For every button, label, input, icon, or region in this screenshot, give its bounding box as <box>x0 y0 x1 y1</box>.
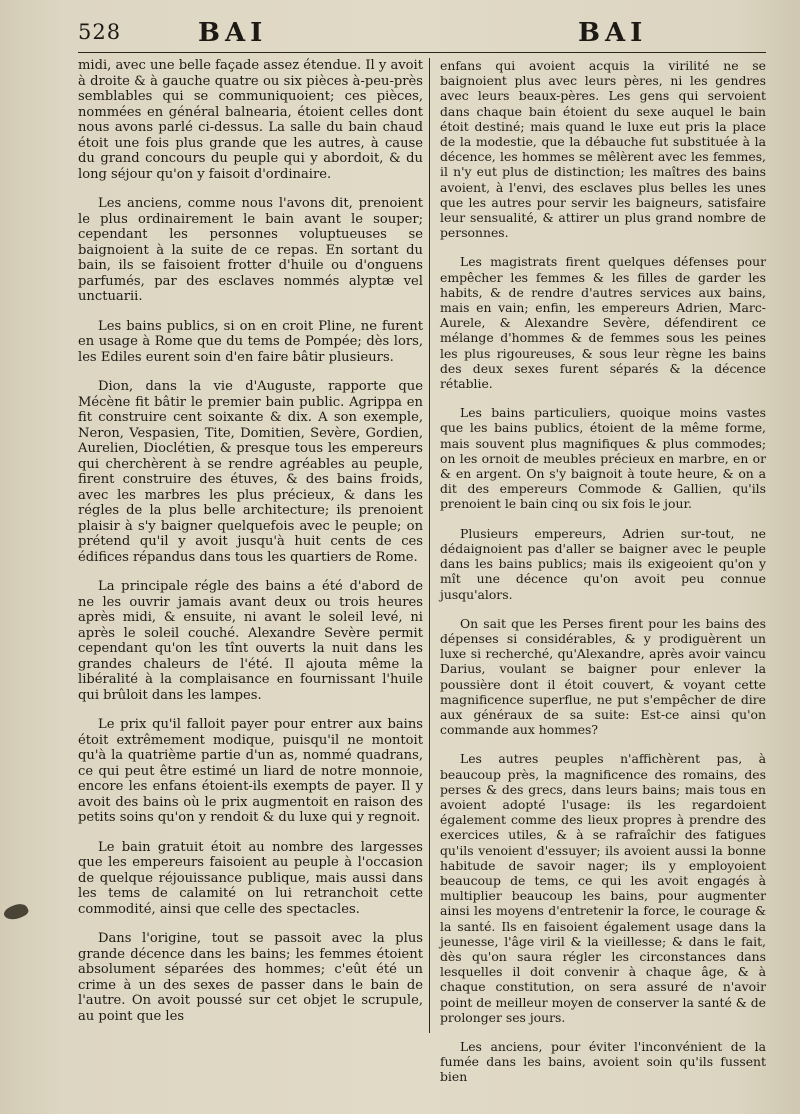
paragraph: midi, avec une belle façade assez étendue. Il y avoit à droite & à gauche quatre ou six pièces à-peu-près semblables qui se communiquoient; ces pièces, nommées en général balnearia, étoient celles dont nous avons parlé ci-dessus. La salle du bain chaud étoit une fois plus grande que les autres, à cause du grand concours du peuple qui y abordoit, & du long séjour qu'on y faisoit d'ordinaire. <box>78 58 423 182</box>
paragraph: Les bains particuliers, quoique moins vastes que les bains publics, étoient de la même forme, mais souvent plus magnifiques & plus commodes; on les ornoit de meubles précieux en marbre, en or & en argent. On s'y baignoit à toute heure, & on a dit des empereurs Commode & Gallien, qu'ils prenoient le bain cinq ou six fois le jour. <box>440 405 766 512</box>
running-head-right: BAI <box>578 18 648 48</box>
paragraph: Plusieurs empereurs, Adrien sur-tout, ne dédaignoient pas d'aller se baigner avec le peuple dans les bains publics; mais ils exigeoient qu'on y mît une décence qu'on avoit peu connue jusqu'alors. <box>440 525 766 602</box>
paragraph: Les bains publics, si on en croit Pline, ne furent en usage à Rome que du tems de Pompée; dès lors, les Ediles eurent soin d'en faire bâtir plusieurs. <box>78 318 423 365</box>
paragraph: La principale régle des bains a été d'abord de ne les ouvrir jamais avant deux ou trois heures après midi, & ensuite, ni avant le soleil levé, ni après le soleil couché. Alexandre Sevère permit cependant qu'on les tînt ouverts la nuit dans les grandes chaleurs de l'été. Il ajouta même la libéralité à la complaisance en fournissant l'huile qui brûloit dans les lampes. <box>78 579 423 703</box>
paragraph: On sait que les Perses firent pour les bains des dépenses si considérables, & y prodiguèrent un luxe si recherché, qu'Alexandre, après avoir vaincu Darius, voulant se baigner pour enlever la poussière dont il étoit couvert, & voyant cette magnificence superflue, ne put s'empêcher de dire aux généraux de sa suite: Est-ce ainsi qu'on commande aux hommes? <box>440 615 766 738</box>
page-number: 528 <box>78 20 122 44</box>
right-column <box>440 58 766 1085</box>
paragraph: Les anciens, pour éviter l'inconvénient de la fumée dans les bains, avoient soin qu'ils fussent bien <box>440 1038 766 1085</box>
paragraph: Les anciens, comme nous l'avons dit, prenoient le plus ordinairement le bain avant le souper; cependant les personnes voluptueuses se baignoient à la suite de ce repas. En sortant du bain, ils se faisoient frotter d'huile ou d'onguens parfumés, par des esclaves nommés alyptæ vel unctuarii. <box>78 196 423 304</box>
running-head-left: BAI <box>198 18 268 48</box>
paragraph: Dion, dans la vie d'Auguste, rapporte que Mécène fit bâtir le premier bain public. Agrippa en fit construire cent soixante & dix. A son exemple, Neron, Vespasien, Tite, Domitien, Sevère, Gordien, Aurelien, Dioclétien, & presque tous les empereurs qui cherchèrent à se rendre agréables au peuple, firent construire des étuves, & des bains froids, avec les marbres les plus précieux, & dans les régles de la plus belle architecture; ils prenoient plaisir à s'y baigner quelquefois avec le peuple; on prétend qu'il y avoit jusqu'à huit cents de ces édifices répandus dans tous les quartiers de Rome. <box>78 379 423 565</box>
page-header <box>0 18 800 54</box>
column-divider <box>429 58 430 1033</box>
header-rule <box>78 52 766 53</box>
paragraph: Le bain gratuit étoit au nombre des largesses que les empereurs faisoient au peuple à l'occasion de quelque réjouissance publique, mais aussi dans les tems de calamité on lui retranchoit cette commodité, ainsi que celle des spectacles. <box>78 839 423 917</box>
left-column <box>78 58 423 1024</box>
paragraph: Dans l'origine, tout se passoit avec la plus grande décence dans les bains; les femmes étoient absolument séparées des hommes; c'eût été un crime à un des sexes de passer dans le bain de l'autre. On avoit poussé sur cet objet le scrupule, au point que les <box>78 931 423 1024</box>
paragraph: Les magistrats firent quelques défenses pour empêcher les femmes & les filles de garder les habits, & de rendre d'autres services aux bains, mais en vain; enfin, les empereurs Adrien, Marc-Aurele, & Alexandre Sevère, défendirent ce mélange d'hommes & de femmes sous les peines les plus rigoureuses, & sous leur règne les bains des deux sexes furent séparés & la décence rétablie. <box>440 254 766 392</box>
ink-stain <box>2 901 30 924</box>
paragraph: enfans qui avoient acquis la virilité ne se baignoient plus avec leurs pères, ni les gendres avec leurs beaux-pères. Les gens qui servoient dans chaque bain étoient du sexe auquel le bain étoit destiné; mais quand le luxe eut pris la place de la modestie, que la débauche fut substituée à la décence, les hommes se mêlèrent avec les femmes, il n'y eut plus de distinction; les maîtres des bains avoient, à l'envi, des esclaves plus belles les unes que les autres pour servir les baigneurs, satisfaire leur sensualité, & attirer un plus grand nombre de personnes. <box>440 58 766 241</box>
paragraph: Les autres peuples n'affichèrent pas, à beaucoup près, la magnificence des romains, des perses & des grecs, dans leurs bains; mais tous en avoient adopté l'usage: ils les regardoient également comme des lieux propres à prendre des exercices utiles, & à se rafraîchir des fatigues qu'ils venoient d'essuyer; ils avoient aussi la bonne habitude de savoir nager; ils y employoient beaucoup de tems, ce qui les avoit engagés à multiplier beaucoup les bains, pour augmenter ainsi les moyens d'entretenir la force, le courage & la santé. Ils en faisoient également usage dans la jeunesse, l'âge viril & la vieillesse; & dans le fait, dès qu'on saura régler les circonstances dans lesquelles il doit convenir à chaque âge, & à chaque constitution, on sera assuré de n'avoir point de meilleur moyen de conserver la santé & de prolonger ses jours. <box>440 751 766 1025</box>
paragraph: Le prix qu'il falloit payer pour entrer aux bains étoit extrêmement modique, puisqu'il ne montoit qu'à la quatrième partie d'un as, nommé quadrans, ce qui peut être estimé un liard de notre monnoie, encore les enfans étoient-ils exempts de payer. Il y avoit des bains où le prix augmentoit en raison des petits soins qu'on y rendoit & du luxe qui y regnoit. <box>78 717 423 825</box>
